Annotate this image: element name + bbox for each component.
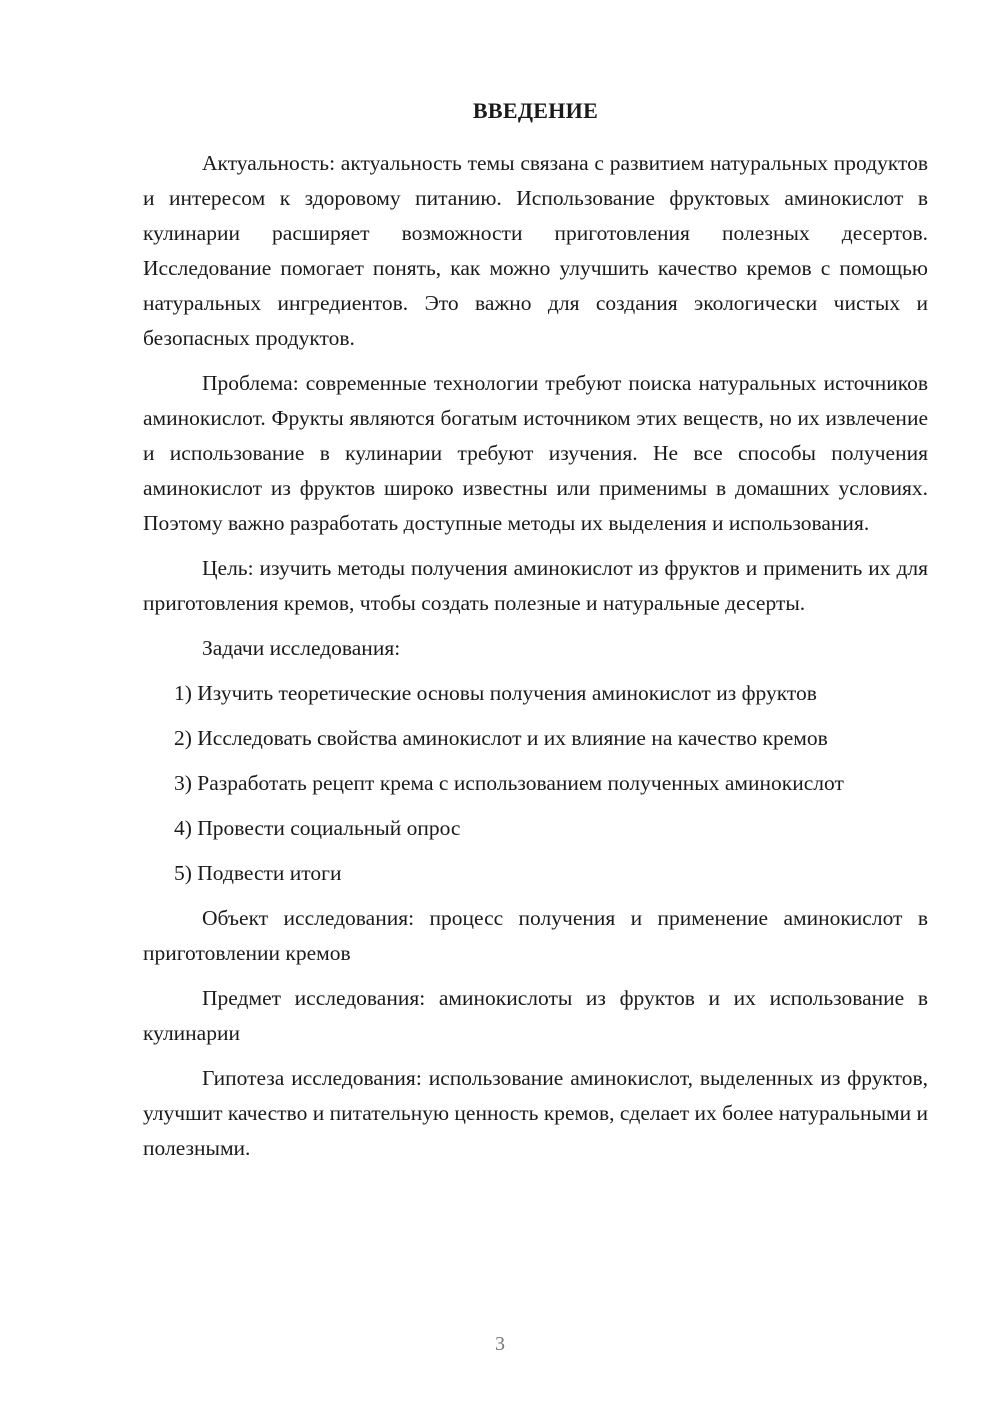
list-item: 3) Разработать рецепт крема с использованием полученных аминокислот [174, 771, 844, 795]
paragraph-relevance: Актуальность: актуальность темы связана с развитием натуральных продуктов и интересом к здоровому питанию. Использование фруктовых аминокислот в кулинарии расширяет возможности приготовления полезных десертов. Исследование помогает понять, как можно улучшить качество кремов с помощью натуральных ингредиентов. Это важно для создания экологически чистых и безопасных продуктов. [143, 151, 928, 350]
list-item: 1) Изучить теоретические основы получения аминокислот из фруктов [174, 681, 817, 705]
paragraph-object: Объект исследования: процесс получения и применение аминокислот в приготовлении кремов [143, 906, 928, 965]
paragraph-subject: Предмет исследования: аминокислоты из фруктов и их использование в кулинарии [143, 986, 928, 1045]
paragraph-problem: Проблема: современные технологии требуют поиска натуральных источников аминокислот. Фрукты являются богатым источником этих веществ, но их извлечение и использование в кулинарии требуют изучения. Не все способы получения аминокислот из фруктов широко известны или применимы в домашних условиях. Поэтому важно разработать доступные методы их выделения и использования. [143, 371, 928, 535]
document-page [143, 96, 928, 1176]
tasks-list [143, 676, 928, 891]
section-title: ВВЕДЕНИЕ [472, 98, 599, 123]
list-item: 5) Подвести итоги [174, 861, 342, 885]
paragraph-hypothesis: Гипотеза исследования: использование аминокислот, выделенных из фруктов, улучшит качество и питательную ценность кремов, сделает их более натуральными и полезными. [143, 1066, 929, 1160]
tasks-heading: Задачи исследования: [202, 636, 401, 660]
page-number: 3 [495, 1333, 505, 1355]
list-item: 4) Провести социальный опрос [174, 816, 461, 840]
paragraph-goal: Цель: изучить методы получения аминокислот из фруктов и применить их для приготовления кремов, чтобы создать полезные и натуральные десерты. [143, 556, 928, 615]
list-item: 2) Исследовать свойства аминокислот и их влияние на качество кремов [174, 726, 828, 750]
